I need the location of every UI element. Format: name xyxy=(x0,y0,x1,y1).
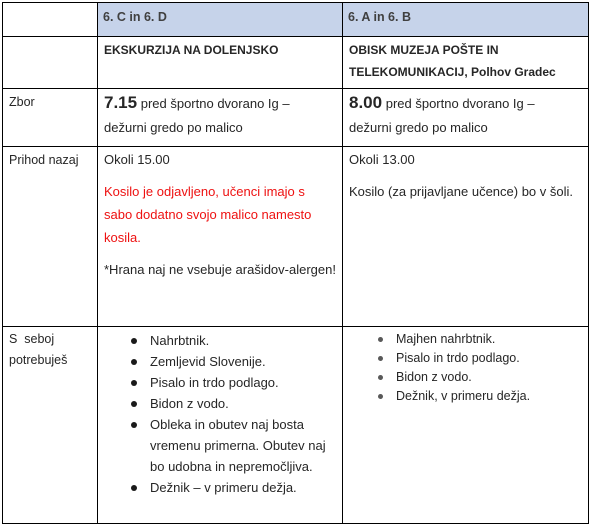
header-empty-cell xyxy=(3,3,98,37)
title-row xyxy=(3,37,589,88)
list-item: Dežnik, v primeru dežja. xyxy=(343,387,588,406)
bullet-icon xyxy=(131,485,137,491)
zbor-time-col2: 8.00 xyxy=(349,92,383,112)
prihod-cell-col2 xyxy=(343,147,589,327)
packing-list-col2 xyxy=(343,327,588,406)
seboj-label-cell xyxy=(3,327,98,524)
lunch-cancelled-note: Kosilo je odjavljeno, učenci imajo s sabo dodatno svojo malico namesto kosila. xyxy=(104,184,312,246)
list-item: Bidon z vodo. xyxy=(98,393,342,414)
header-row xyxy=(3,3,589,37)
return-time-col1: Okoli 15.00 xyxy=(104,152,170,168)
header-cell-col2 xyxy=(343,3,589,37)
list-item: Majhen nahrbtnik. xyxy=(343,330,588,349)
prihod-cell-col1 xyxy=(98,147,343,327)
museum-title-line1: OBISK MUZEJA POŠTE IN xyxy=(349,43,499,58)
seboj-label-line1: S seboj xyxy=(9,332,55,347)
zbor-place-col1: pred športno dvorano Ig – xyxy=(140,95,290,111)
bullet-icon xyxy=(131,401,137,407)
list-item: Pisalo in trdo podlago. xyxy=(343,349,588,368)
schedule-table xyxy=(2,2,589,524)
museum-title-line2: TELEKOMUNIKACIJ, Polhov Gradec xyxy=(349,65,556,80)
peanut-allergen-note: *Hrana naj ne vsebuje arašidov-alergen! xyxy=(104,262,336,278)
class-group-6a-6b: 6. A in 6. B xyxy=(348,10,411,24)
list-item: Obleka in obutev naj bosta vremenu primerna. Obutev naj bo udobna in nepremočljiva. xyxy=(98,414,342,477)
bullet-icon xyxy=(131,380,137,386)
bullet-icon xyxy=(378,337,383,342)
list-item: Dežnik – v primeru dežja. xyxy=(98,477,342,498)
bullet-icon xyxy=(378,375,383,380)
museum-visit-title xyxy=(343,37,588,83)
seboj-row xyxy=(3,327,589,524)
list-item: Bidon z vodo. xyxy=(343,368,588,387)
title-empty-cell xyxy=(3,37,98,88)
seboj-cell-col2 xyxy=(343,327,589,524)
zbor-place-col2: pred športno dvorano Ig – xyxy=(385,95,535,111)
zbor-label: Zbor xyxy=(9,94,35,109)
zbor-label-cell xyxy=(3,88,98,146)
excursion-title: EKSKURZIJA NA DOLENJSKO xyxy=(104,43,279,58)
bullet-icon xyxy=(131,422,137,428)
zbor-note-col2: dežurni gredo po malico xyxy=(349,119,488,135)
list-item: Pisalo in trdo podlago. xyxy=(98,372,342,393)
class-group-6c-6d: 6. C in 6. D xyxy=(103,10,167,24)
bullet-icon xyxy=(131,359,137,365)
list-item: Zemljevid Slovenije. xyxy=(98,351,342,372)
zbor-cell-col1 xyxy=(98,88,343,146)
bullet-icon xyxy=(378,356,383,361)
prihod-row xyxy=(3,147,589,327)
zbor-cell-col2 xyxy=(343,88,589,146)
title-cell-col2 xyxy=(343,37,589,88)
return-time-col2: Okoli 13.00 xyxy=(349,152,415,168)
zbor-info-col1 xyxy=(98,89,342,140)
zbor-info-col2 xyxy=(343,89,588,140)
seboj-label-line2: potrebuješ xyxy=(9,353,68,368)
lunch-at-school-note: Kosilo (za prijavljane učence) bo v šoli. xyxy=(349,184,573,200)
list-item: Nahrbtnik. xyxy=(98,330,342,351)
prihod-label-cell xyxy=(3,147,98,327)
seboj-cell-col1 xyxy=(98,327,343,524)
bullet-icon xyxy=(131,338,137,344)
bullet-icon xyxy=(378,394,383,399)
prihod-label: Prihod nazaj xyxy=(9,153,79,168)
seboj-label xyxy=(3,327,97,371)
packing-list-col1 xyxy=(98,327,342,498)
header-cell-col1 xyxy=(98,3,343,37)
zbor-row xyxy=(3,88,589,146)
title-cell-col1 xyxy=(98,37,343,88)
zbor-note-col1: dežurni gredo po malico xyxy=(104,119,243,135)
zbor-time-col1: 7.15 xyxy=(104,92,138,112)
